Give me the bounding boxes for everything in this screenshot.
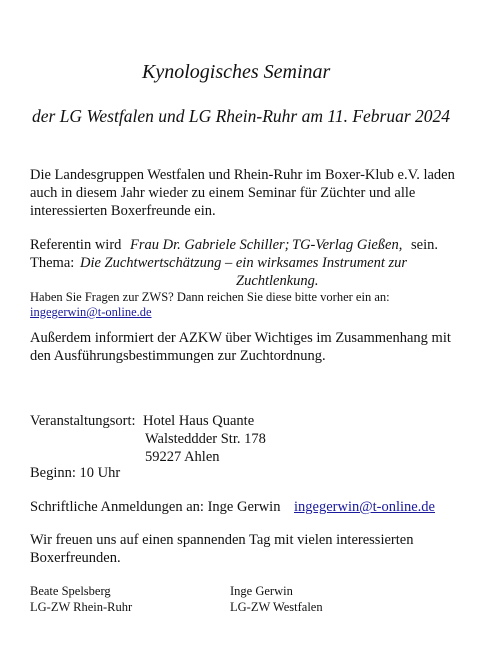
topic-label: Thema:	[30, 255, 75, 271]
intro-line-1: Die Landesgruppen Westfalen und Rhein-Ruhr im Boxer-Klub e.V. laden	[30, 167, 455, 183]
venue-name: Hotel Haus Quante	[143, 413, 255, 429]
registration-text: Schriftliche Anmeldungen an: Inge Gerwin	[30, 499, 281, 515]
speaker-prefix: Referentin wird	[30, 237, 122, 253]
signature-name-2: Inge Gerwin	[230, 584, 293, 598]
questions-text: Haben Sie Fragen zur ZWS? Dann reichen Sie diese bitte vorher ein an:	[30, 290, 390, 304]
closing-line-1: Wir freuen uns auf einen spannenden Tag mit vielen interessierten	[30, 532, 414, 548]
azkw-line-2: den Ausführungsbestimmungen zur Zuchtordnung.	[30, 348, 326, 364]
azkw-line-1: Außerdem informiert der AZKW über Wichtiges im Zusammenhang mit	[30, 330, 451, 346]
document-title: Kynologisches Seminar	[142, 61, 331, 83]
topic-line-2: Zuchtlenkung.	[236, 273, 319, 289]
venue-city: 59227 Ahlen	[145, 449, 220, 465]
document-subtitle: der LG Westfalen und LG Rhein-Ruhr am 11. Februar 2024	[32, 106, 451, 126]
speaker-name: Frau Dr. Gabriele Schiller;	[130, 237, 290, 253]
questions-email-link[interactable]: ingegerwin@t-online.de	[30, 305, 152, 319]
topic-line-1: Die Zuchtwertschätzung – ein wirksames Instrument zur	[80, 255, 408, 271]
venue-street: Walsteddder Str. 178	[145, 431, 266, 447]
signature-name-1: Beate Spelsberg	[30, 584, 111, 598]
speaker-publisher: TG-Verlag Gießen,	[292, 237, 403, 253]
start-time: Beginn: 10 Uhr	[30, 465, 121, 481]
signature-role-2: LG-ZW Westfalen	[230, 600, 323, 614]
intro-line-2: auch in diesem Jahr wieder zu einem Seminar für Züchter und alle	[30, 185, 416, 201]
intro-line-3: interessierten Boxerfreunde ein.	[30, 203, 216, 219]
closing-line-2: Boxerfreunden.	[30, 550, 121, 566]
registration-email-link[interactable]: ingegerwin@t-online.de	[294, 499, 435, 515]
speaker-suffix: sein.	[411, 237, 438, 253]
venue-label: Veranstaltungsort:	[30, 413, 136, 429]
signature-role-1: LG-ZW Rhein-Ruhr	[30, 600, 133, 614]
